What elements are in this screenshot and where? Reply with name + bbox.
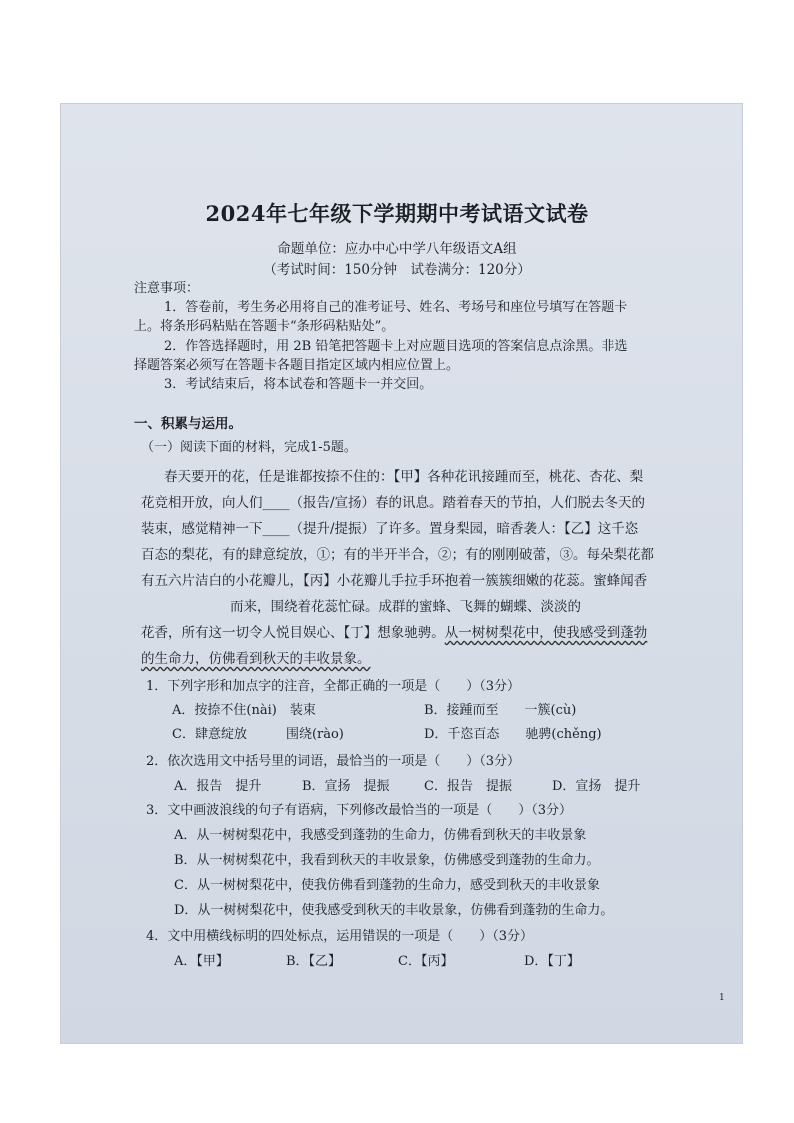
passage-line: 而来，围绕着花蕊忙碌。成群的蜜蜂、飞舞的蝴蝶、淡淡的 bbox=[230, 599, 581, 615]
question-2-option-a: A．报告 提升 bbox=[174, 779, 262, 794]
section-subheading: （一）阅读下面的材料，完成1-5题。 bbox=[141, 440, 357, 455]
notice-item-1a: 1．答卷前，考生务必用将自己的准考证号、姓名、考场号和座位号填写在答题卡 bbox=[164, 300, 628, 315]
passage-line: 百态的梨花，有的肆意绽放，①；有的半开半合，②；有的刚刚破蕾，③。每朵梨花都 bbox=[141, 547, 654, 563]
question-2-option-b: B．宣扬 提振 bbox=[302, 779, 390, 794]
question-1-option-a: A．按捺不住(nài) 装束 bbox=[172, 703, 316, 718]
question-3-option-b: B．从一树树梨花中，我看到秋天的丰收景象，仿佛感受到蓬勃的生命力。 bbox=[174, 853, 600, 868]
notice-item-2b: 择题答案必须写在答题卡各题目指定区域内相应位置上。 bbox=[134, 358, 460, 373]
section-heading: 一、积累与运用。 bbox=[134, 416, 242, 432]
question-4-option-c: C．【丙】 bbox=[398, 954, 454, 969]
exam-unit: 命题单位：应办中心中学八年级语文A组 bbox=[277, 241, 517, 257]
exam-title: 2024年七年级下学期期中考试语文试卷 bbox=[205, 201, 589, 226]
wavy-sentence-end: 的生命力，仿佛看到秋天的丰收景象。 bbox=[141, 651, 371, 667]
passage-line: 装束，感觉精神一下____（提升/提振）了许多。置身梨园，暗香袭人：【乙】这千恣 bbox=[141, 521, 639, 537]
question-2-option-c: C．报告 提振 bbox=[424, 779, 512, 794]
question-1-option-d: D．千恣百态 驰骋(chěng) bbox=[424, 727, 602, 742]
question-1-option-b: B．接踵而至 一簇(cù) bbox=[424, 703, 577, 718]
exam-time-score: （考试时间：150分钟 试卷满分：120分） bbox=[263, 262, 531, 278]
passage-line: 春天要开的花，任是谁都按捺不住的：【甲】各种花讯接踵而至，桃花、杏花、梨 bbox=[164, 469, 644, 485]
notice-item-3: 3．考试结束后，将本试卷和答题卡一并交回。 bbox=[164, 377, 433, 392]
passage-line bbox=[141, 625, 647, 641]
passage-text: 花香，所有这一切令人悦目娱心、【丁】想象驰骋。 bbox=[141, 625, 445, 641]
question-4-option-d: D．【丁】 bbox=[524, 954, 580, 969]
question-3-option-c: C．从一树树梨花中，使我仿佛看到蓬勃的生命力，感受到秋天的丰收景象 bbox=[174, 878, 600, 893]
page-number: 1 bbox=[719, 993, 725, 1003]
notice-item-2a: 2．作答选择题时，用 2B 铅笔把答题卡上对应题目选项的答案信息点涂黑。非选 bbox=[164, 339, 628, 354]
question-4-option-b: B．【乙】 bbox=[286, 954, 342, 969]
question-1-option-c: C．肆意绽放 围绕(rào) bbox=[172, 727, 344, 742]
passage-line: 花竞相开放，向人们____（报告/宣扬）春的讯息。踏着春天的节拍，人们脱去冬天的 bbox=[141, 495, 646, 511]
question-3-stem: 3．文中画波浪线的句子有语病，下列修改最恰当的一项是（ ）（3分） bbox=[146, 803, 573, 818]
passage-line bbox=[141, 651, 371, 667]
notice-item-1b: 上。将条形码粘贴在答题卡“条形码粘贴处”。 bbox=[134, 319, 395, 334]
question-1-stem: 1．下列字形和加点字的注音，全都正确的一项是（ ）（3分） bbox=[146, 679, 521, 694]
wavy-sentence: 从一树树梨花中，使我感受到蓬勃 bbox=[444, 625, 648, 641]
question-3-option-d: D．从一树树梨花中，使我感受到秋天的丰收景象，仿佛看到蓬勃的生命力。 bbox=[174, 903, 614, 918]
notice-heading: 注意事项： bbox=[134, 281, 200, 296]
question-2-stem: 2．依次选用文中括号里的词语，最恰当的一项是（ ）（3分） bbox=[146, 754, 521, 769]
passage-line: 有五六片洁白的小花瓣儿，【丙】小花瓣儿手拉手环抱着一簇簇细嫩的花蕊。蜜蜂闻香 bbox=[141, 573, 648, 589]
question-2-option-d: D．宣扬 提升 bbox=[552, 779, 641, 794]
question-4-stem: 4．文中用横线标明的四处标点，运用错误的一项是（ ）（3分） bbox=[146, 929, 534, 944]
question-3-option-a: A．从一树树梨花中，我感受到蓬勃的生命力，仿佛看到秋天的丰收景象 bbox=[174, 828, 587, 843]
question-4-option-a: A．【甲】 bbox=[174, 954, 229, 969]
